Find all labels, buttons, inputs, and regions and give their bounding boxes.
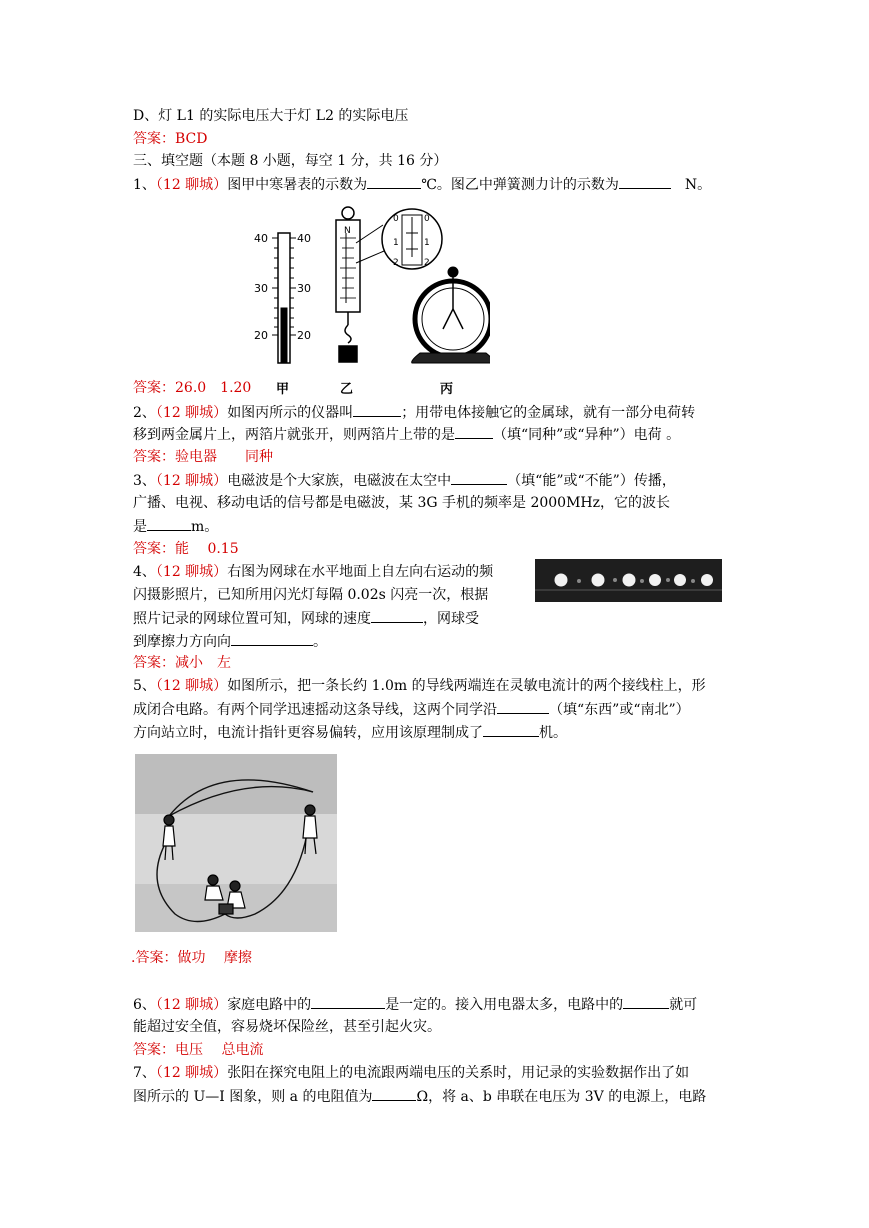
tennis-ball-photo: [535, 559, 722, 602]
question-5-cont: 成闭合电路。有两个同学迅速摇动这条导线，这两个同学沿 （填“东西”或“南北”）: [133, 699, 690, 720]
tick-label: 30: [254, 282, 268, 295]
blank[interactable]: [367, 174, 421, 189]
blank[interactable]: [619, 174, 671, 189]
answer-1: 答案：26.0 1.20: [133, 380, 252, 396]
question-2: 2、（12 聊城）如图丙所示的仪器叫 ；用带电体接触它的金属球，就有一部分电荷转: [133, 402, 695, 423]
tick-label: 1: [424, 238, 430, 248]
thermometer: [272, 233, 296, 363]
label-yi: 乙: [340, 382, 354, 397]
blank[interactable]: [497, 699, 549, 714]
answer-2: 答案：验电器 同种: [133, 449, 273, 465]
blank[interactable]: [371, 608, 423, 623]
blank[interactable]: [483, 722, 539, 737]
option-d: D、灯 L1 的实际电压大于灯 L2 的实际电压: [133, 108, 409, 124]
question-7-cont: 图所示的 U—I 图象，则 a 的电阻值为 Ω，将 a、b 串联在电压为 3V 的电源上，电路: [133, 1086, 706, 1107]
question-1: 1、（12 聊城）图甲中寒暑表的示数为 ℃。图乙中弹簧测力计的示数为 N。: [133, 174, 711, 195]
tick-label: 40: [297, 232, 311, 245]
spring-scale: [336, 207, 442, 362]
wire-swinging-picture: [135, 754, 337, 932]
tick-label: 2: [424, 258, 430, 268]
tick-label: 0: [393, 214, 399, 224]
question-3: 3、（12 聊城）电磁波是个大家族，电磁波在太空中 （填“能”或“不能”）传播，: [133, 470, 676, 491]
question-4-cont3: 到摩擦力方向向 。: [133, 631, 327, 652]
blank[interactable]: [311, 994, 385, 1009]
answer-4: 答案：减小 左: [133, 655, 231, 671]
blank[interactable]: [231, 631, 313, 646]
question-6: 6、（12 聊城）家庭电路中的 是一定的。接入用电器太多，电路中的 就可: [133, 994, 697, 1015]
tick-label: 20: [254, 329, 268, 342]
tick-label: 40: [254, 232, 268, 245]
question-5: 5、（12 聊城）如图所示，把一条长约 1.0m 的导线两端连在灵敏电流计的两个接线柱上，形: [133, 678, 706, 694]
answer-6: 答案：电压 总电流: [133, 1042, 264, 1058]
question-4: 4、（12 聊城）右图为网球在水平地面上自左向右运动的频: [133, 564, 494, 580]
answer-prev: 答案：BCD: [133, 131, 208, 147]
tick-label: 30: [297, 282, 311, 295]
question-7: 7、（12 聊城）张阳在探究电阻上的电流跟两端电压的关系时，用记录的实验数据作出了如: [133, 1065, 690, 1081]
label-jia: 甲: [276, 382, 290, 397]
question-3-cont2: 是 m。: [133, 516, 218, 537]
question-5-cont2: 方向站立时，电流计指针更容易偏转，应用该原理制成了 机。: [133, 722, 567, 743]
figure-instruments: [250, 203, 490, 398]
tick-label: 1: [393, 238, 399, 248]
question-2-cont: 移到两金属片上，两箔片就张开，则两箔片上带的是 （填“同种”或“异种”）电荷 。: [133, 424, 680, 445]
question-4-cont2: 照片记录的网球位置可知，网球的速度 ，网球受: [133, 608, 479, 629]
blank[interactable]: [372, 1086, 416, 1101]
answer-5: .答案：做功 摩擦: [131, 950, 252, 966]
blank[interactable]: [623, 994, 669, 1009]
blank[interactable]: [353, 402, 401, 417]
blank[interactable]: [147, 516, 191, 531]
question-3-cont: 广播、电视、移动电话的信号都是电磁波，某 3G 手机的频率是 2000MHz，它的波长: [133, 495, 670, 511]
answer-3: 答案：能 0.15: [133, 541, 239, 557]
electroscope: [412, 267, 490, 363]
section-heading: 三、填空题（本题 8 小题，每空 1 分，共 16 分）: [133, 153, 448, 169]
question-6-cont: 能超过安全值，容易烧坏保险丝，甚至引起火灾。: [133, 1019, 441, 1035]
question-4-cont: 闪摄影照片，已知所用闪光灯每隔 0.02s 闪亮一次，根据: [133, 587, 489, 603]
tick-label: 20: [297, 329, 311, 342]
label-bing: 丙: [440, 382, 454, 397]
blank[interactable]: [451, 470, 507, 485]
tick-label: 2: [393, 258, 399, 268]
blank[interactable]: [455, 424, 493, 439]
scale-unit: N: [344, 226, 351, 236]
tick-label: 0: [424, 214, 430, 224]
